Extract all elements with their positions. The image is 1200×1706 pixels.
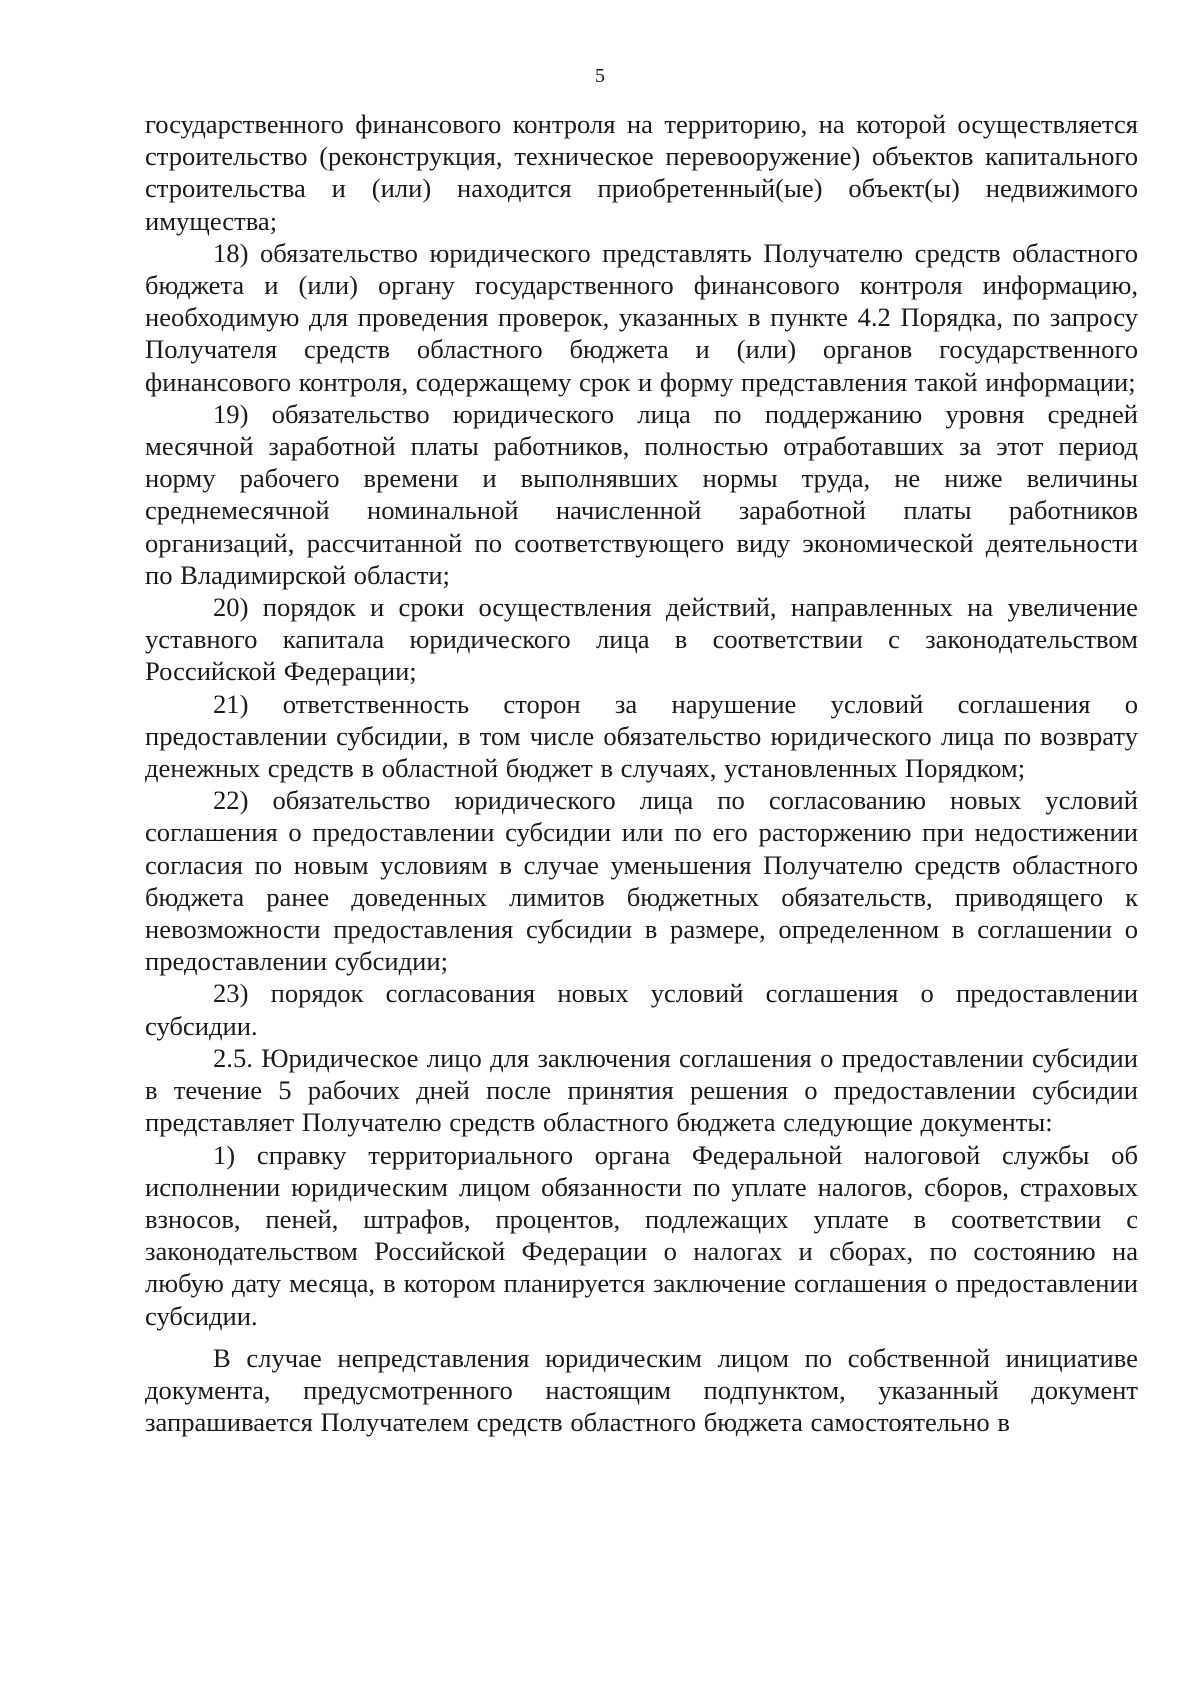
page-number: 5 bbox=[595, 65, 605, 87]
paragraph-item-19: 19) обязательство юридического лица по поддержанию уровня средней месячной заработной платы работников, полностью отработавших за этот период норму рабочего времени и выполнявших нормы труда, не ниже величины среднемесячной номинальной начисленной заработной платы работников организаций, рассчитанной по соответствующего виду экономической деятельности по Владимирской области; bbox=[145, 398, 1138, 590]
paragraph-item-23: 23) порядок согласования новых условий соглашения о предоставлении субсидии. bbox=[145, 978, 1138, 1041]
paragraph-item-20: 20) порядок и сроки осуществления действий, направленных на увеличение уставного капитала юридического лица в соответствии с законодательством Российской Федерации; bbox=[145, 592, 1138, 687]
paragraph-item-22: 22) обязательство юридического лица по согласованию новых условий соглашения о предоставлении субсидии или по его расторжению при недостижении согласия по новым условиям в случае уменьшения Получателю средств областного бюджета ранее доведенных лимитов бюджетных обязательств, приводящего к невозможности предоставления субсидии в размере, определенном в соглашении о предоставлении субсидии; bbox=[145, 785, 1138, 977]
paragraph-item-18: 18) обязательство юридического представлять Получателю средств областного бюджета и (или) органу государственного финансового контроля информацию, необходимую для проведения проверок, указанных в пункте 4.2 Порядка, по запросу Получателя средств областного бюджета и (или) органов государственного финансового контроля, содержащему срок и форму представления такой информации; bbox=[145, 237, 1138, 397]
paragraph-continuation: государственного финансового контроля на территорию, на которой осуществляется строительство (реконструкция, техническое перевооружение) объектов капитального строительства и (или) находится приобретенный(ые) объект(ы) недвижимого имущества; bbox=[145, 109, 1138, 236]
paragraph-subitem-1: 1) справку территориального органа Федеральной налоговой службы об исполнении юридическим лицом обязанности по уплате налогов, сборов, страховых взносов, пеней, штрафов, процентов, подлежащих уплате в соответствии с законодательством Российской Федерации о налогах и сборах, по состоянию на любую дату месяца, в котором планируется заключение соглашения о предоставлении субсидии. bbox=[145, 1139, 1138, 1331]
paragraph-section-2-5: 2.5. Юридическое лицо для заключения соглашения о предоставлении субсидии в течение 5 рабочих дней после принятия решения о предоставлении субсидии представляет Получателю средств областного бюджета следующие документы: bbox=[145, 1042, 1138, 1138]
paragraph-case-note: В случае непредставления юридическим лицом по собственной инициативе документа, предусмотренного настоящим подпунктом, указанный документ запрашивается Получателем средств областного бюджета самостоятельно в bbox=[145, 1342, 1138, 1438]
paragraph-item-21: 21) ответственность сторон за нарушение условий соглашения о предоставлении субсидии, в том числе обязательство юридического лица по возврату денежных средств в областной бюджет в случаях, установленных Порядком; bbox=[145, 688, 1138, 784]
document-body bbox=[145, 108, 1138, 1438]
